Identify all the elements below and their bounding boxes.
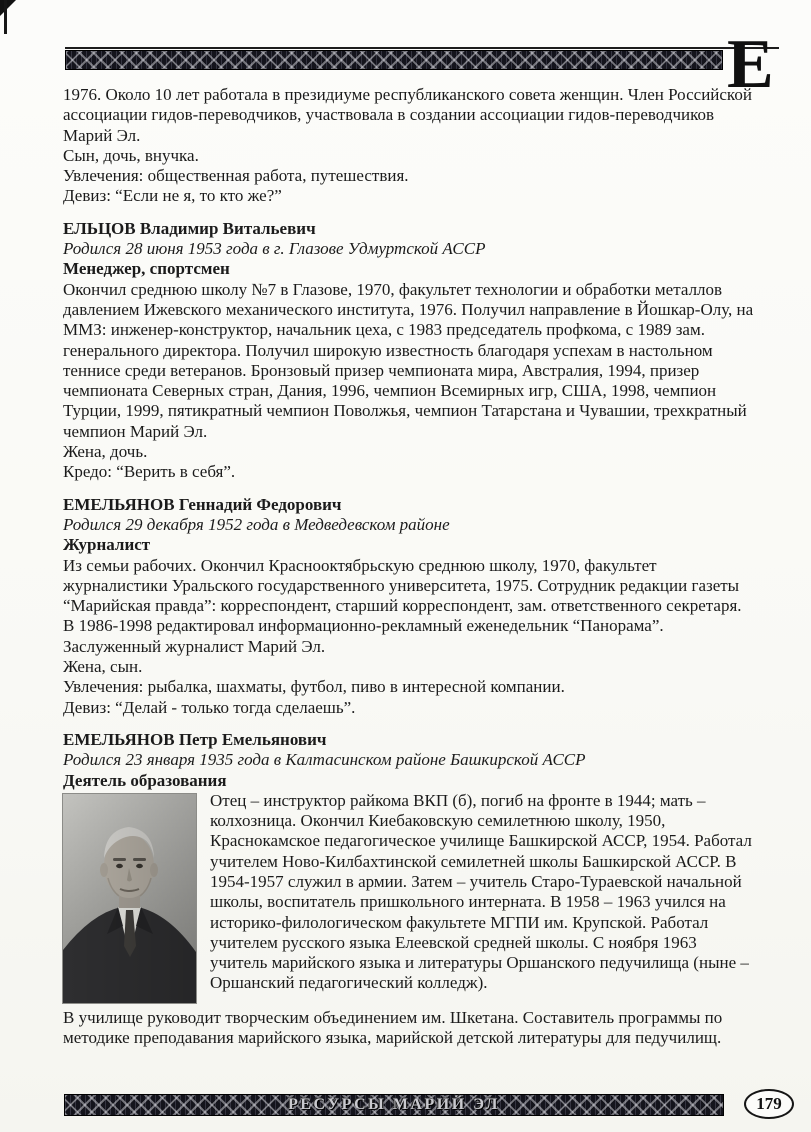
entry-birth-line: Родился 23 января 1935 года в Калтасинском районе Башкирской АССР (63, 750, 586, 770)
entry-eltsov (63, 219, 755, 483)
entry-occupation: Деятель образования (63, 770, 227, 790)
page-content (63, 85, 755, 1048)
header-ornament-bar (65, 50, 723, 70)
entry-credo-line: Кредо: “Верить в себя”. (63, 462, 236, 482)
header-rule (65, 47, 779, 49)
entry-body-continued: В училище руководит творческим объединением им. Шкетана. Составитель программы по методике преподавания марийского языка, марийской детской литературы для педучилищ. (63, 1007, 723, 1048)
entry-name: ЕЛЬЦОВ Владимир Витальевич (63, 218, 316, 238)
page-number-badge (744, 1089, 794, 1119)
entry-birth-line: Родился 29 декабря 1952 года в Медведевском районе (63, 514, 450, 534)
footer-title: РЕСУРСЫ МАРИЙ ЭЛ (288, 1096, 500, 1113)
continuation-paragraph: 1976. Около 10 лет работала в президиуме республиканского совета женщин. Член Российской ассоциации гидов-переводчиков, участвовала в создании ассоциации гидов-переводчиков Марий Эл. (63, 85, 752, 145)
scan-artifact-corner (0, 0, 16, 16)
page-number: 179 (756, 1094, 782, 1113)
entry-motto-line: Девиз: “Делай - только тогда сделаешь”. (63, 697, 356, 717)
entry-body: Отец – инструктор райкома ВКП (б), погиб на фронте в 1944; мать – колхозница. Окончил Киебаковскую семилетнюю школу, 1950, Краснокамское педагогическое училище Башкирской АССР, 1954. Работал учителем Ново-Килбахтинской семилетней школы Башкирской АССР. В 1954-1957 служил в армии. Затем – учитель Старо-Тураевской начальной школы, воспитатель пришкольного интерната. В 1958 – 1963 учился на историко-филологическом факультете МГПИ им. Крупской. Работал учителем русского языка Елеевской средней школы. С ноября 1963 учитель марийского языка и литературы Оршанского педучилища (ныне – Оршанский педагогический колледж). (210, 790, 752, 993)
continuation-motto-line: Девиз: “Если не я, то кто же?” (63, 186, 282, 206)
entry-occupation: Журналист (63, 535, 151, 555)
entry-family-line: Жена, сын. (63, 657, 143, 677)
entry-family-line: Жена, дочь. (63, 442, 148, 462)
portrait-photo (63, 794, 196, 1003)
entry-birth-line: Родился 28 июня 1953 года в г. Глазове Удмуртской АССР (63, 239, 486, 259)
entry-emelyanov-petr (63, 730, 755, 1048)
entry-hobbies-line: Увлечения: рыбалка, шахматы, футбол, пиво в интересной компании. (63, 677, 565, 697)
continuation-hobbies-line: Увлечения: общественная работа, путешествия. (63, 166, 409, 186)
entry-emelyanov-gennady (63, 495, 755, 718)
entry-name: ЕМЕЛЬЯНОВ Геннадий Федорович (63, 494, 342, 514)
footer-ornament-bar (64, 1094, 724, 1116)
entry-honor-line: Заслуженный журналист Марий Эл. (63, 636, 326, 656)
scan-artifact-line (4, 0, 7, 34)
entry-name: ЕМЕЛЬЯНОВ Петр Емельянович (63, 729, 327, 749)
continuation-family-line: Сын, дочь, внучка. (63, 145, 199, 165)
entry-body: Окончил среднюю школу №7 в Глазове, 1970, факультет технологии и обработки металлов давлением Ижевского механического института, 1976. Получил направление в Йошкар-Олу, на ММЗ: инженер-конструктор, начальник цеха, с 1983 председатель профкома, с 1989 зам. генерального директора. Получил широкую известность благодаря успехам в настольном теннисе среди ветеранов. Бронзовый призер чемпионата мира, Австралия, 1994, призер чемпионата Северных стран, Дания, 1996, чемпион Всемирных игр, США, 1998, чемпион Турции, 1999, пятикратный чемпион Поволжья, чемпион Татарстана и Чувашии, трехкратный чемпион Марий Эл. (63, 279, 754, 441)
entry-body: Из семьи рабочих. Окончил Краснооктябрьскую среднюю школу, 1970, факультет журналистики Уральского государственного университета, 1975. Сотрудник редакции газеты “Марийская правда”: корреспондент, старший корреспондент, зам. ответственного секретаря. В 1986-1998 редактировал информационно-рекламный еженедельник “Панорама”. (63, 555, 742, 636)
portrait-photo-graphic (63, 794, 196, 1003)
section-letter-tab: Е (727, 26, 774, 103)
entry-occupation: Менеджер, спортсмен (63, 259, 230, 279)
